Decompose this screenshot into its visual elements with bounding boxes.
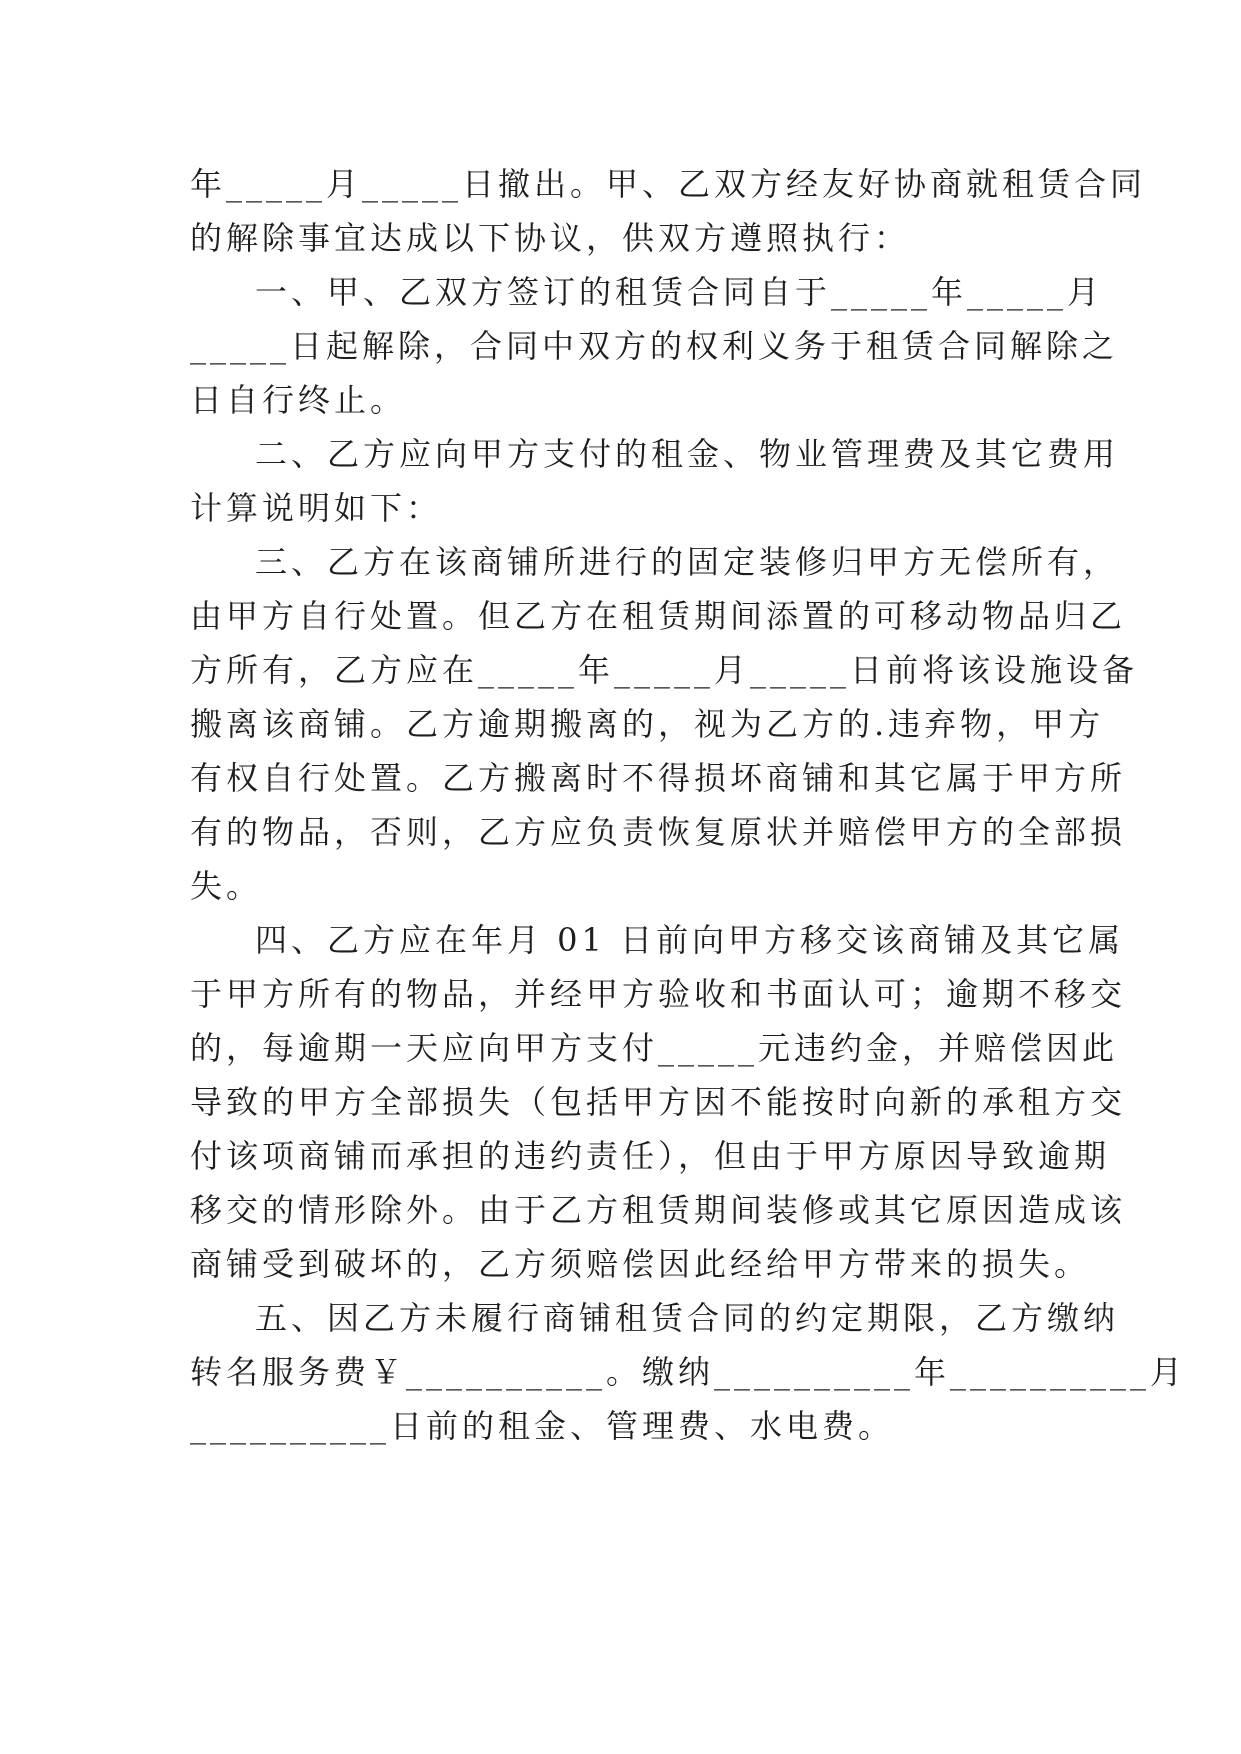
text-line: 于甲方所有的物品，并经甲方验收和书面认可；逾期不移交: [190, 975, 1127, 1013]
text-line: 由甲方自行处置。但乙方在租赁期间添置的可移动物品归乙: [190, 597, 1127, 635]
text-line: 付该项商铺而承担的违约责任），但由于甲方原因导致逾期: [190, 1137, 1111, 1175]
text-line: 的解除事宜达成以下协议，供双方遵照执行：: [190, 219, 911, 257]
clause-4-line: 四、乙方应在年月 01 日前向甲方移交该商铺及其它属: [255, 921, 1125, 959]
clause-3-line: 三、乙方在该商铺所进行的固定装修归甲方无偿所有，: [255, 543, 1120, 581]
text-line: 移交的情形除外。由于乙方租赁期间装修或其它原因造成该: [190, 1191, 1127, 1229]
clause-2-line: 二、乙方应向甲方支付的租金、物业管理费及其它费用: [255, 435, 1120, 473]
text-line: _____日起解除，合同中双方的权利义务于租赁合同解除之: [190, 327, 1119, 365]
text-line: 日自行终止。: [190, 381, 407, 419]
clause-5-line: 五、因乙方未履行商铺租赁合同的约定期限，乙方缴纳: [255, 1299, 1120, 1337]
clause-1-line: 一、甲、乙双方签订的租赁合同自于_____年_____月: [255, 273, 1104, 311]
text-line: 导致的甲方全部损失（包括甲方因不能按时向新的承租方交: [190, 1083, 1127, 1121]
text-line: 商铺受到破坏的，乙方须赔偿因此经给甲方带来的损失。: [190, 1245, 1091, 1283]
text-line: __________日前的租金、管理费、水电费。: [190, 1407, 895, 1445]
text-line: 有的物品，否则，乙方应负责恢复原状并赔偿甲方的全部损: [190, 813, 1127, 851]
text-line: 转名服务费￥__________。缴纳__________年__________月: [190, 1353, 1187, 1391]
text-line: 搬离该商铺。乙方逾期搬离的，视为乙方的.违弃物，甲方: [190, 705, 1105, 743]
text-line: 失。: [190, 867, 263, 905]
text-line: 计算说明如下：: [190, 489, 443, 527]
text-line: 方所有，乙方应在_____年_____月_____日前将该设施设备: [190, 651, 1139, 689]
text-line: 年_____月_____日撤出。甲、乙双方经友好协商就租赁合同: [190, 165, 1147, 203]
text-line: 有权自行处置。乙方搬离时不得损坏商铺和其它属于甲方所: [190, 759, 1127, 797]
text-line: 的，每逾期一天应向甲方支付_____元违约金，并赔偿因此: [190, 1029, 1119, 1067]
